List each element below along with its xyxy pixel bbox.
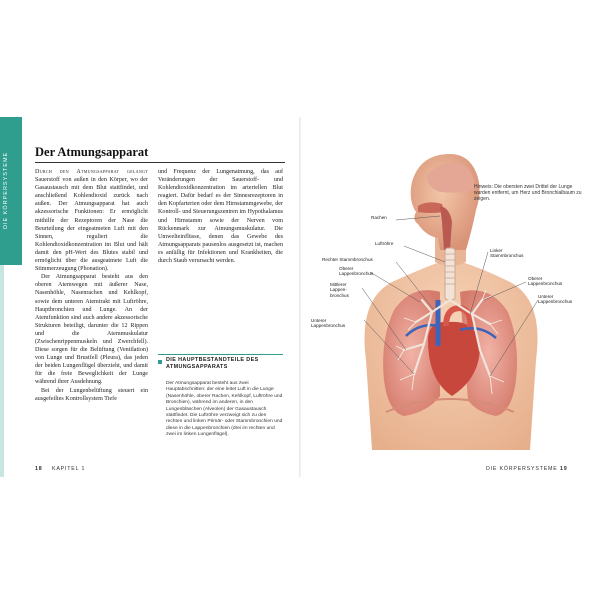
label-linker-stammbronchus: Linker Stammbronchus	[490, 248, 524, 259]
paragraph: Der Atmungsapparat besteht aus den oberen Atemwegen mit äußerer Nase, Nasenhöhle, Nasenrachen und Kehlkopf, sowie dem unteren Atemtrakt mit Luftröhre, Hauptbronchien und Lunge. An der Atemfunktion sind auch andere akzessorische Strukturen beteiligt, darunter die 12 Rippen und die Atemmuskulatur (Zwischenrippenmuskeln und Zwerchfell). Diese sorgen für die Belüftung (Ventilation) von Lunge und Brustfell (Pleura), das jeden der beiden Lungenflügel überzieht, und damit für die freie Beweglichkeit der Lunge während ihrer Ausdehnung.	[35, 274, 148, 386]
page-number-right: 19	[560, 466, 568, 472]
label-unterer-lappenbronchus-links: Unterer Lappenbronchus	[538, 294, 573, 305]
page-number-left: 18	[35, 466, 43, 472]
title-rule	[35, 162, 285, 163]
infobox-text: Der Atmungsapparat besteht aus zwei Hauptabschnitten: der eine leitet Luft in die Lunge (Nasenhöhle, oberer Rachen, Kehlkopf, Luftröhre und Bronchien), während im anderen, in den Lungenbläschen (Alveolen) der Gasaustausch stattfindet. Die Luftröhre verzweigt sich zu den rechten und linken Primär- oder Stammbronchien und diese in die Lappenbronchien (drei im rechten und zwei im linken Lungenflügel).	[166, 381, 283, 438]
label-mittlerer-lappenbronchus: Mittlerer Lappen- bronchus	[330, 282, 349, 298]
infobox-marker-icon	[158, 360, 162, 364]
running-footer-left: KAPITEL 1	[52, 466, 86, 472]
body-column-1	[35, 168, 148, 403]
paragraph-text: Sauerstoff von außen in den Körper, wo der Gasaustausch mit dem Blut stattfindet, und anschließend Kohlendioxid zurück nach außen. Der Atmungsapparat hat auch akzessorische Funktionen: Er ermöglicht mithilfe der Rezeptoren der Nase die Beurteilung der eingeatmeten Luft mit den Sinnen, reguliert die Kohlendioxidkonzentration im Blut und hält damit den pH-Wert des Blutes stabil und ermöglicht über die ausgeatmete Luft die Stimmerzeugung (Phonation).	[35, 177, 148, 273]
infobox-rule	[158, 354, 283, 355]
paragraph	[35, 168, 148, 273]
body-column-2	[158, 168, 283, 265]
trachea	[445, 248, 455, 300]
page-title: Der Atmungsapparat	[35, 145, 149, 159]
label-oberer-lappenbronchus-rechts: Oberer Lappenbronchus	[339, 266, 374, 277]
figure-note: Hinweis: Die obersten zwei Drittel der Lunge wurden entfernt, um Herz und Bronchialbaum zu zeigen.	[474, 184, 582, 203]
label-rechter-stammbronchus: Rechter Stammbronchus	[322, 257, 373, 262]
label-rachen: Rachen	[371, 215, 387, 220]
infobox-title: DIE HAUPTBESTANDTEILE DES ATMUNGSAPPARATS	[166, 357, 259, 370]
label-unterer-lappenbronchus-rechts: Unterer Lappenbronchus	[311, 318, 346, 329]
side-tab-label: DIE KÖRPERSYSTEME	[3, 151, 9, 229]
running-footer-right: DIE KÖRPERSYSTEME	[486, 466, 558, 472]
paragraph: Bei der Lungenbelüftung steuert ein ausgefeiltes Kontrollsystem Tiefe	[35, 387, 148, 402]
lead-in: Durch den Atmungsapparat gelangt	[35, 169, 148, 175]
label-oberer-lappenbronchus-links: Oberer Lappenbronchus	[528, 276, 563, 287]
paragraph: und Frequenz der Lungenatmung, das auf Veränderungen der Sauerstoff- und Kohlendioxidkonzentration im arteriellen Blut reagiert. Dafür bedarf es der Sinnesrezeptoren in den Kopfarterien oder dem Hirnstammgewebe, der Kontroll- und Steuerungszentren im Hypothalamus und Hirnstamm sowie der Nerven vom Rückenmark zur Atmungsmuskulatur. Die Umwelteinflüsse, denen das Gewebe des Atmungsapparats pausenlos ausgesetzt ist, machen es anfällig für Infektionen und Krankheiten, die durch Staub verursacht werden.	[158, 169, 283, 265]
label-luftroehre: Luftröhre	[375, 241, 394, 246]
side-tab-strip	[0, 265, 4, 477]
